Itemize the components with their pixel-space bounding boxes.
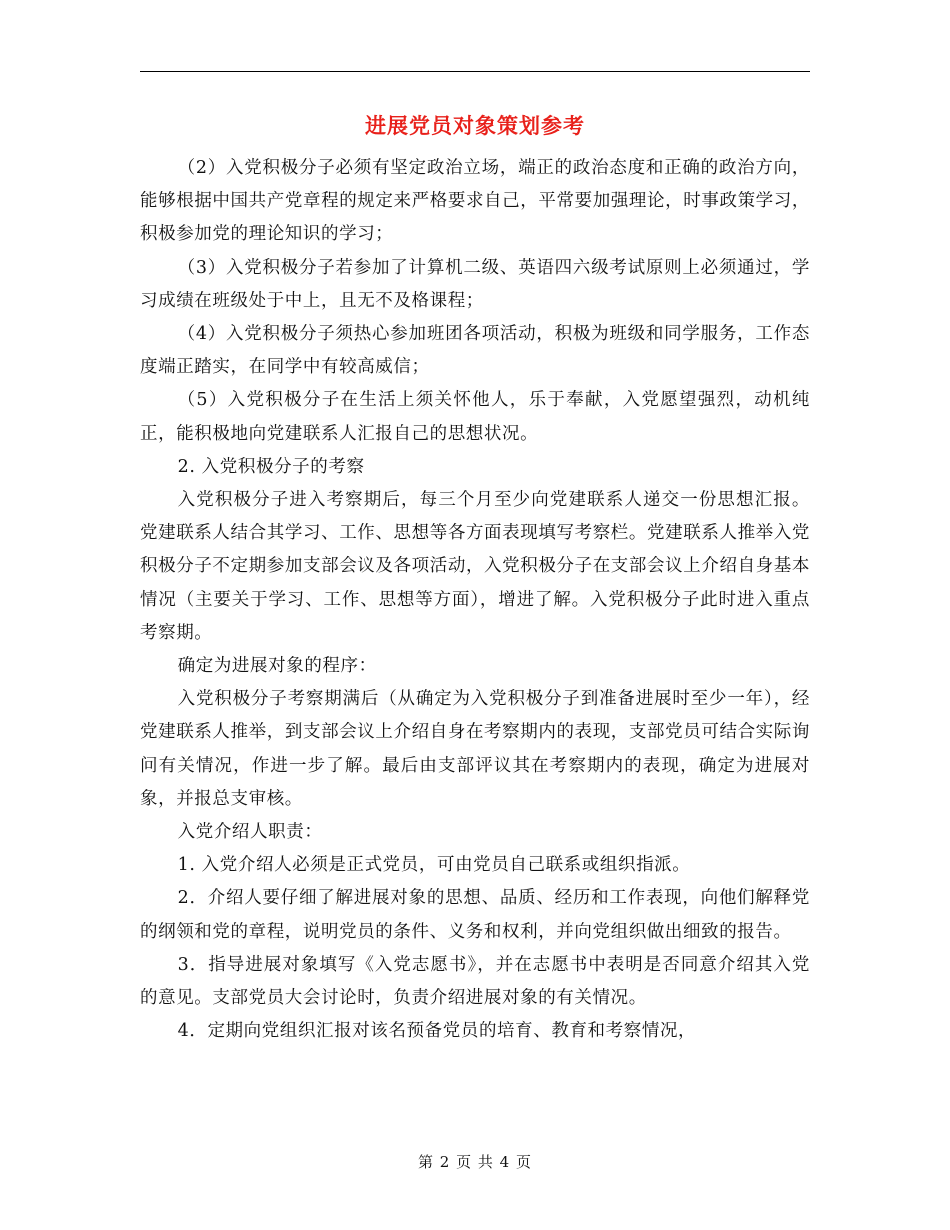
paragraph: 入党积极分子考察期满后（从确定为入党积极分子到准备进展时至少一年），经党建联系人推举，到支部会议上介绍自身在考察期内的表现，支部党员可结合实际询问有关情况，作进一步了解。最后由支部评议其在考察期内的表现，确定为进展对象，并报总支审核。 xyxy=(140,689,810,809)
paragraph: （2）入党积极分子必须有坚定政治立场，端正的政治态度和正确的政治方向，能够根据中国共产党章程的规定来严格要求自己，平常要加强理论，时事政策学习，积极参加党的理论知识的学习； xyxy=(140,158,810,245)
paragraph: 入党积极分子进入考察期后，每三个月至少向党建联系人递交一份思想汇报。党建联系人结合其学习、工作、思想等各方面表现填写考察栏。党建联系人推举入党积极分子不定期参加支部会议及各项活动，入党积极分子在支部会议上介绍自身基本情况（主要关于学习、工作、思想等方面），增进了解。入党积极分子此时进入重点考察期。 xyxy=(140,490,810,643)
paragraph: （4）入党积极分子须热心参加班团各项活动，积极为班级和同学服务，工作态度端正踏实，在同学中有较高威信； xyxy=(140,324,810,378)
document-body xyxy=(140,152,810,1048)
list-item: 2．介绍人要仔细了解进展对象的思想、品质、经历和工作表现，向他们解释党的纲领和党的章程，说明党员的条件、义务和权利，并向党组织做出细致的报告。 xyxy=(140,888,810,942)
document-title: 进展党员对象策划参考 xyxy=(365,113,585,138)
paragraph: （3）入党积极分子若参加了计算机二级、英语四六级考试原则上必须通过，学习成绩在班级处于中上，且无不及格课程； xyxy=(140,257,810,311)
header-rule xyxy=(140,71,810,72)
list-item: 4．定期向党组织汇报对该名预备党员的培育、教育和考察情况， xyxy=(177,1021,697,1042)
paragraph: （5）入党积极分子在生活上须关怀他人，乐于奉献，入党愿望强烈，动机纯正，能积极地向党建联系人汇报自己的思想状况。 xyxy=(140,390,810,444)
page-number: 第 2 页 共 4 页 xyxy=(418,1153,532,1171)
list-item: 1. 入党介绍人必须是正式党员，可由党员自己联系或组织指派。 xyxy=(177,855,691,876)
section-heading: 确定为进展对象的程序： xyxy=(177,656,377,677)
list-item: 3．指导进展对象填写《入党志愿书》，并在志愿书中表明是否同意介绍其入党的意见。支部党员大会讨论时，负责介绍进展对象的有关情况。 xyxy=(140,954,810,1009)
section-heading: 入党介绍人职责： xyxy=(177,822,323,843)
section-heading: 2. 入党积极分子的考察 xyxy=(177,456,365,477)
